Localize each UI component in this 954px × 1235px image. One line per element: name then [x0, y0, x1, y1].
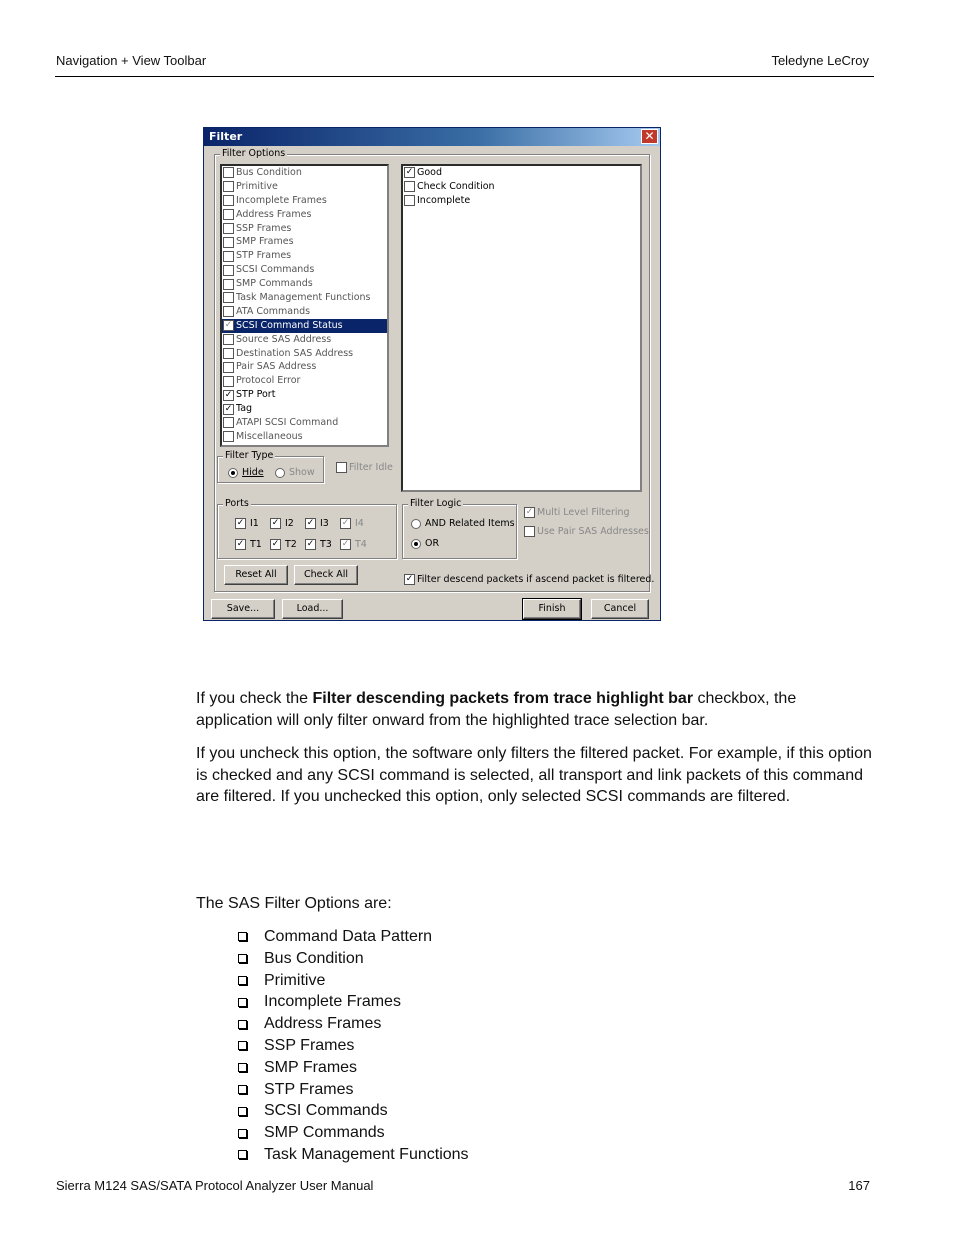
checkbox-icon: [223, 237, 234, 248]
checkbox-icon: [223, 167, 234, 178]
filter-option-label: Source SAS Address: [236, 333, 332, 345]
filter-option-label: Miscellaneous: [236, 430, 303, 442]
p1-bold-option: Filter descending packets from trace highlight bar: [312, 690, 694, 707]
use-pair-checkbox[interactable]: [524, 526, 649, 537]
filter-option-item[interactable]: [222, 222, 387, 236]
checkbox-icon: [404, 181, 415, 192]
list-item-label: Bus Condition: [264, 949, 364, 967]
filter-option-item[interactable]: [222, 402, 387, 416]
status-option-item[interactable]: [403, 194, 640, 208]
filter-option-item[interactable]: [222, 263, 387, 277]
checkbox-icon: ✓: [236, 539, 245, 549]
list-item: [238, 1100, 469, 1122]
or-radio[interactable]: [411, 538, 439, 549]
checkbox-bullet-icon: [238, 1020, 247, 1029]
show-label: Show: [289, 467, 315, 478]
port-label: I4: [355, 518, 364, 529]
page-number: 167: [848, 1178, 870, 1193]
checkbox-icon: ✓: [405, 574, 414, 584]
checkbox-bullet-icon: [238, 976, 247, 985]
filter-option-item[interactable]: [222, 249, 387, 263]
filter-option-label: Destination SAS Address: [236, 347, 354, 359]
filter-option-label: Pair SAS Address: [236, 361, 317, 373]
checkbox-icon: [223, 265, 234, 276]
filter-option-item[interactable]: [222, 277, 387, 291]
list-item-label: STP Frames: [264, 1080, 354, 1098]
checkbox-icon: [223, 431, 234, 442]
filter-option-item[interactable]: [222, 374, 387, 388]
radio-icon: [411, 519, 421, 529]
port-label: T1: [250, 539, 262, 550]
list-item: [238, 1079, 469, 1101]
checkbox-icon: [223, 279, 234, 290]
radio-icon: [275, 468, 285, 478]
filter-option-item[interactable]: [222, 360, 387, 374]
checkbox-icon: [223, 376, 234, 387]
header-company: Teledyne LeCroy: [771, 53, 869, 68]
checkbox-icon: [404, 195, 415, 206]
and-label: AND Related Items: [425, 518, 515, 529]
filter-idle-label: Filter Idle: [349, 462, 393, 473]
descend-filter-checkbox[interactable]: [404, 574, 654, 585]
list-item: [238, 948, 469, 970]
cancel-button[interactable]: Cancel: [591, 599, 649, 619]
paragraph-options-intro: The SAS Filter Options are:: [196, 895, 392, 912]
save-button[interactable]: Save...: [211, 599, 275, 619]
list-item: [238, 1035, 469, 1057]
filter-option-label: ATA Commands: [236, 305, 311, 317]
status-option-label: Check Condition: [417, 180, 495, 192]
multi-level-label: Multi Level Filtering: [537, 507, 630, 518]
dialog-title: Filter: [209, 130, 243, 143]
p1-text-end: checkbox, the application will only filter onward from the highlighted trace selection bar.: [196, 690, 797, 729]
checkbox-icon: [524, 526, 535, 537]
p1-text: If you check the: [196, 690, 313, 707]
port-label: T2: [285, 539, 297, 550]
ports-label: Ports: [225, 498, 249, 509]
filter-option-item[interactable]: [222, 235, 387, 249]
list-item: [238, 1144, 469, 1166]
checkbox-bullet-icon: [238, 998, 247, 1007]
filter-option-item[interactable]: [222, 333, 387, 347]
filter-option-label: STP Port: [236, 389, 276, 401]
checkbox-icon: [223, 181, 234, 192]
port-checkbox-i4[interactable]: [340, 518, 364, 529]
multi-level-checkbox[interactable]: [524, 507, 630, 518]
filter-option-item[interactable]: [222, 319, 387, 333]
filter-options-list[interactable]: [220, 164, 389, 447]
reset-all-button[interactable]: Reset All: [224, 565, 288, 585]
checkbox-bullet-icon: [238, 1063, 247, 1072]
port-label: I2: [285, 518, 294, 529]
hide-radio[interactable]: [228, 467, 264, 478]
filter-option-label: SCSI Command Status: [236, 319, 343, 331]
filter-option-label: Task Management Functions: [236, 292, 371, 304]
port-label: I3: [320, 518, 329, 529]
list-item-label: Address Frames: [264, 1015, 382, 1033]
filter-option-label: SSP Frames: [236, 222, 292, 234]
checkbox-icon: [223, 223, 234, 234]
filter-option-label: Bus Condition: [236, 167, 302, 178]
filter-option-label: SCSI Commands: [236, 264, 315, 276]
sas-filter-options-list: [238, 926, 469, 1166]
filter-type-label: Filter Type: [225, 450, 274, 461]
checkbox-icon: ✓: [224, 403, 233, 414]
checkbox-icon: ✓: [224, 389, 233, 400]
checkbox-bullet-icon: [238, 1107, 247, 1116]
port-checkbox-t1[interactable]: [235, 539, 262, 550]
list-item-label: Task Management Functions: [264, 1145, 469, 1163]
filter-dialog: [203, 127, 661, 621]
status-options-list[interactable]: [401, 164, 642, 492]
list-item: [238, 1057, 469, 1079]
list-item-label: Command Data Pattern: [264, 928, 433, 945]
list-item: [238, 970, 469, 992]
finish-button[interactable]: Finish: [523, 599, 581, 619]
list-item-label: SMP Frames: [264, 1058, 358, 1076]
filter-option-label: ATAPI SCSI Command: [236, 417, 339, 429]
check-all-button[interactable]: Check All: [294, 565, 358, 585]
checkbox-icon: [223, 209, 234, 220]
port-checkbox-t4[interactable]: [340, 539, 367, 550]
status-option-item[interactable]: [403, 180, 640, 194]
checkbox-icon: ✓: [306, 518, 315, 528]
checkbox-icon: ✓: [306, 539, 315, 549]
radio-icon: [411, 539, 421, 549]
checkbox-icon: ✓: [271, 518, 280, 528]
header-section-title: Navigation + View Toolbar: [56, 53, 207, 68]
checkbox-bullet-icon: [238, 954, 247, 963]
hide-label: Hide: [242, 467, 264, 478]
filter-option-label: Primitive: [236, 180, 278, 192]
filter-option-label: SMP Frames: [236, 236, 294, 248]
filter-option-label: Protocol Error: [236, 375, 301, 387]
filter-idle-checkbox[interactable]: [336, 462, 393, 473]
checkbox-icon: [223, 195, 234, 206]
checkbox-icon: [223, 292, 234, 303]
filter-option-item[interactable]: [222, 305, 387, 319]
filter-option-item[interactable]: [222, 388, 387, 402]
checkbox-icon: ✓: [405, 167, 414, 178]
port-checkbox-t3[interactable]: [305, 539, 332, 550]
descend-filter-label: Filter descend packets if ascend packet is filtered.: [417, 574, 655, 585]
checkbox-icon: [223, 334, 234, 345]
port-checkbox-i1[interactable]: [235, 518, 259, 529]
filter-option-label: Address Frames: [236, 208, 312, 220]
filter-option-item[interactable]: [222, 180, 387, 194]
port-label: T3: [320, 539, 332, 550]
ports-group: [217, 498, 397, 559]
checkbox-bullet-icon: [238, 1150, 247, 1159]
paragraph-descend-filter: [196, 688, 876, 731]
list-item-label: SCSI Commands: [264, 1102, 388, 1120]
footer-manual-title: Sierra M124 SAS/SATA Protocol Analyzer User Manual: [56, 1178, 374, 1193]
filter-option-item[interactable]: [222, 291, 387, 305]
port-checkbox-t2[interactable]: [270, 539, 297, 550]
list-item-label: Primitive: [264, 971, 326, 989]
filter-option-label: Incomplete Frames: [236, 194, 327, 206]
load-button[interactable]: Load...: [282, 599, 343, 619]
status-option-label: Incomplete: [417, 194, 471, 206]
list-item: [238, 926, 469, 948]
checkbox-icon: [223, 251, 234, 262]
filter-option-label: Tag: [236, 403, 253, 415]
filter-logic-group: [402, 498, 517, 559]
use-pair-label: Use Pair SAS Addresses: [537, 526, 649, 537]
filter-option-item[interactable]: [222, 166, 387, 180]
list-item-label: Incomplete Frames: [264, 993, 401, 1011]
and-radio[interactable]: [411, 518, 515, 529]
checkbox-bullet-icon: [238, 1085, 247, 1094]
close-icon[interactable]: ✕: [641, 129, 658, 144]
dialog-titlebar: [204, 128, 660, 146]
filter-option-item[interactable]: [222, 194, 387, 208]
or-label: OR: [425, 538, 440, 549]
checkbox-bullet-icon: [238, 1129, 247, 1138]
filter-option-item[interactable]: [222, 208, 387, 222]
checkbox-icon: [223, 348, 234, 359]
checkbox-icon: ✓: [236, 518, 245, 528]
filter-option-label: STP Frames: [236, 250, 292, 262]
header-divider: [55, 76, 874, 77]
checkbox-icon: [223, 306, 234, 317]
port-label: T4: [355, 539, 367, 550]
list-item: [238, 1122, 469, 1144]
checkbox-icon: ✓: [341, 518, 350, 528]
checkbox-bullet-icon: [238, 932, 247, 941]
radio-icon: [228, 468, 238, 478]
filter-logic-label: Filter Logic: [410, 498, 462, 509]
checkbox-icon: ✓: [525, 507, 534, 517]
port-checkbox-i3[interactable]: [305, 518, 329, 529]
list-item: [238, 1013, 469, 1035]
list-item-label: SMP Commands: [264, 1124, 385, 1142]
filter-option-item[interactable]: [222, 347, 387, 361]
filter-option-item[interactable]: [222, 430, 387, 444]
filter-options-label: Filter Options: [222, 148, 286, 159]
list-item-label: SSP Frames: [264, 1036, 355, 1054]
status-option-label: Good: [417, 167, 443, 178]
checkbox-icon: [223, 417, 234, 428]
checkbox-bullet-icon: [238, 1041, 247, 1050]
filter-option-item[interactable]: [222, 416, 387, 430]
checkbox-icon: [336, 462, 347, 473]
paragraph-uncheck: If you uncheck this option, the software only filters the filtered packet. For example, if this option is checked and any SCSI command is selected, all transport and link packets of this command are filtered. If you unchecked this option, only selected SCSI commands are filtered.: [196, 745, 872, 806]
checkbox-icon: ✓: [341, 539, 350, 549]
port-label: I1: [250, 518, 259, 529]
filter-option-label: SMP Commands: [236, 278, 313, 290]
checkbox-icon: ✓: [271, 539, 280, 549]
show-radio[interactable]: [275, 467, 315, 478]
port-checkbox-i2[interactable]: [270, 518, 294, 529]
list-item: [238, 991, 469, 1013]
status-option-item[interactable]: [403, 166, 640, 180]
checkbox-icon: ✓: [224, 320, 233, 331]
checkbox-icon: [223, 362, 234, 373]
